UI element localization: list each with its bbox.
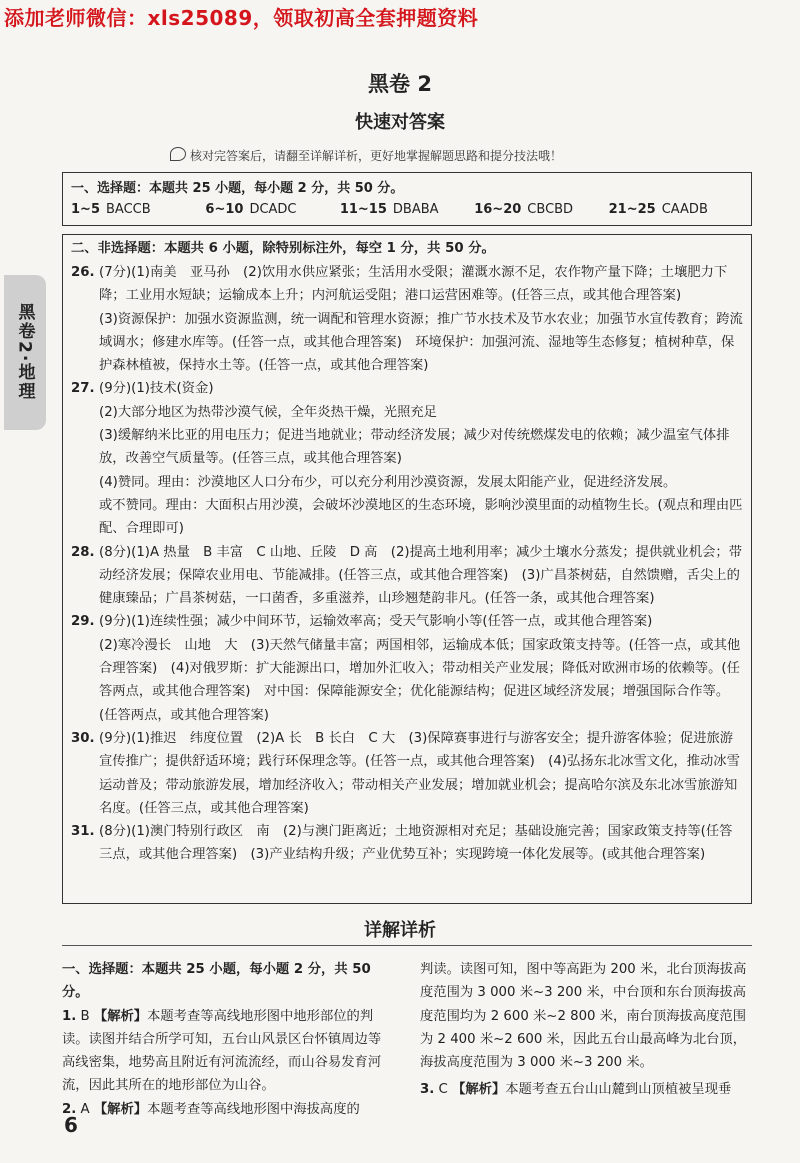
detail-section-title: 详解详析 bbox=[364, 920, 436, 941]
answer-line: (4)赞同。理由：沙漠地区人口分布少，可以充分利用沙漠资源，发展太阳能产业，促进经济发展。 bbox=[99, 474, 677, 490]
answer-group bbox=[609, 202, 743, 217]
answer-line: (8分)(1)A 热量 B 丰富 C 山地、丘陵 D 高 (2)提高土地利用率；减少土壤水分蒸发；提供就业机会；带动经济发展；保障农业用电、节能减排。(任答三点，或其他合理答案) (3)广昌茶树菇，自然馈赠，舌尖上的健康臻品；广昌茶树菇，一口菌香，多重滋养，山珍翘楚韵非凡。(任答一条，或其他合理答案) bbox=[99, 544, 743, 607]
detail-item bbox=[62, 1005, 392, 1098]
watermark: 添加老师微信：xls25089，领取初高全套押题资料 bbox=[4, 6, 479, 30]
item-answer: C bbox=[438, 1082, 448, 1098]
detail-column-right bbox=[420, 958, 750, 1102]
detail-heading: 一、选择题：本题共 25 小题，每小题 2 分，共 50 分。 bbox=[62, 962, 371, 1001]
answer-line: (9分)(1)推迟 纬度位置 (2)A 长 B 长白 C 大 (3)保障赛事进行与游客安全；提升游客体验；促进旅游宣传推广；提供舒适环境；践行环保理念等。(任答一点，或其他合理答案) (4)弘扬东北冰雪文化，推动冰雪运动普及；带动旅游发展，增加经济收入；带动相关产业发展；增加就业机会；提高哈尔滨及东北冰雪旅游知名度。(任答三点，或其他合理答案) bbox=[99, 730, 740, 816]
item-number: 2. bbox=[62, 1101, 77, 1117]
item-number: 3. bbox=[420, 1082, 435, 1098]
detail-item-continued: 判读。读图可知，图中等高距为 200 米，北台顶海拔高度范围为 3 000 米~3 200 米，中台顶和东台顶海拔高度范围均为 2 600 米~2 800 米，南台顶海拔高度范围为 2 400 米~2 600 米，因此五台山最高峰为北台顶，海拔高度范围为 3 000 米~3 200 米。 bbox=[420, 962, 747, 1071]
non-choice-answer-box bbox=[62, 234, 752, 904]
answer-range: 6~10 bbox=[205, 202, 244, 217]
detail-column-left bbox=[62, 958, 392, 1121]
question-30 bbox=[71, 727, 743, 820]
item-tag: 【解析】 bbox=[93, 1008, 148, 1024]
question-number: 27. bbox=[71, 381, 95, 397]
detail-item bbox=[420, 1078, 750, 1101]
answer-letters: CAADB bbox=[661, 202, 708, 217]
answer-line: 或不赞同。理由：大面积占用沙漠，会破坏沙漠地区的生态环境，影响沙漠里面的动植物生长。(观点和理由匹配、合理即可) bbox=[99, 497, 743, 537]
question-26 bbox=[71, 261, 743, 377]
answer-line: (3)资源保护：加强水资源监测，统一调配和管理水资源；推广节水技术及节水农业；加强节水宣传教育；跨流域调水；修建水库等。(任答一点，或其他合理答案) 环境保护：加强河流、湿地等生态修复；植树种草，保护森林植被，保持水土等。(任答一点，或其他合理答案) bbox=[99, 311, 743, 374]
answer-range: 11~15 bbox=[339, 202, 387, 217]
item-answer: B bbox=[80, 1008, 90, 1024]
answer-letters: DCADC bbox=[249, 202, 297, 217]
answer-line: (8分)(1)澳门特别行政区 南 (2)与澳门距离近；土地资源相对充足；基础设施完善；国家政策支持等(任答三点，或其他合理答案) (3)产业结构升级；产业优势互补；实现跨境一体化发展等。(或其他合理答案) bbox=[99, 824, 733, 863]
page-title: 黑卷 2 bbox=[368, 72, 432, 96]
question-29 bbox=[71, 610, 743, 726]
answer-letters: BACCB bbox=[105, 202, 151, 217]
answer-range: 1~5 bbox=[71, 202, 100, 217]
detail-item bbox=[62, 1098, 392, 1121]
question-number: 31. bbox=[71, 824, 95, 840]
choice-answer-box bbox=[62, 172, 752, 226]
question-number: 28. bbox=[71, 544, 95, 560]
section2-heading: 二、非选择题：本题共 6 小题，除特别标注外，每空 1 分，共 50 分。 bbox=[71, 241, 495, 256]
item-text: 本题考查五台山山麓到山顶植被呈现垂 bbox=[505, 1082, 732, 1098]
answer-line: (3)缓解纳米比亚的用电压力；促进当地就业；带动经济发展；减少对传统燃煤发电的依赖；减少温室气体排放，改善空气质量等。(任答三点，或其他合理答案) bbox=[99, 428, 730, 467]
answer-line: (9分)(1)连续性强；减少中间环节，运输效率高；受天气影响小等(任答一点，或其他合理答案) bbox=[99, 614, 653, 630]
answer-group bbox=[71, 202, 205, 217]
question-number: 29. bbox=[71, 614, 95, 630]
page-subtitle: 快速对答案 bbox=[355, 112, 445, 133]
answer-line: (7分)(1)南美 亚马孙 (2)饮用水供应紧张；生活用水受限；灌溉水源不足，农作物产量下降；土壤肥力下降；工业用水短缺；运输成本上升；内河航运受阻；港口运营困难等。(任答三点，或其他合理答案) bbox=[99, 265, 728, 304]
question-27 bbox=[71, 377, 743, 540]
tip-line bbox=[170, 147, 562, 164]
answer-range: 16~20 bbox=[474, 202, 522, 217]
side-tab bbox=[4, 275, 46, 430]
question-31 bbox=[71, 820, 743, 867]
hand-pointer-icon bbox=[170, 147, 186, 161]
answer-range: 21~25 bbox=[608, 202, 656, 217]
item-answer: A bbox=[80, 1101, 90, 1117]
answer-line: (9分)(1)技术(资金) bbox=[99, 381, 214, 397]
answer-line: (2)大部分地区为热带沙漠气候，全年炎热干燥，光照充足 bbox=[99, 404, 437, 420]
answer-group bbox=[340, 202, 474, 217]
answer-line: (2)寒冷漫长 山地 大 (3)天然气储量丰富；两国相邻，运输成本低；国家政策支持等。(任答一点，或其他合理答案) (4)对俄罗斯：扩大能源出口，增加外汇收入；带动相关产业发展；降低对欧洲市场的依赖等。(任答两点，或其他合理答案) 对中国：保障能源安全；优化能源结构；促进区域经济发展；增强国际合作等。(任答两点，或其他合理答案) bbox=[99, 637, 741, 723]
tip-text: 核对完答案后，请翻至详解详析，更好地掌握解题思路和提分技法哦！ bbox=[190, 149, 563, 163]
question-28 bbox=[71, 541, 743, 611]
answer-group bbox=[205, 202, 339, 217]
question-number: 30. bbox=[71, 730, 95, 746]
divider bbox=[62, 945, 752, 946]
page-number: 6 bbox=[64, 1113, 78, 1137]
answer-group bbox=[474, 202, 608, 217]
answer-letters: CBCBD bbox=[527, 202, 574, 217]
item-text: 本题考查等高线地形图中地形部位的判读。读图并结合所学可知，五台山风景区台怀镇周边等高线密集，地势高且附近有河流流经，而山谷易发育河流，因此其所在的地形部位为山谷。 bbox=[62, 1008, 382, 1094]
item-text: 本题考查等高线地形图中海拔高度的 bbox=[147, 1101, 360, 1117]
answer-letters: DBABA bbox=[392, 202, 439, 217]
item-tag: 【解析】 bbox=[93, 1101, 148, 1117]
question-number: 26. bbox=[71, 265, 95, 280]
answer-row bbox=[71, 202, 743, 217]
item-number: 1. bbox=[62, 1008, 77, 1024]
side-tab-label: 黑卷2·地理 bbox=[14, 303, 35, 402]
item-tag: 【解析】 bbox=[452, 1082, 506, 1098]
section1-heading: 一、选择题：本题共 25 小题，每小题 2 分，共 50 分。 bbox=[71, 181, 404, 196]
